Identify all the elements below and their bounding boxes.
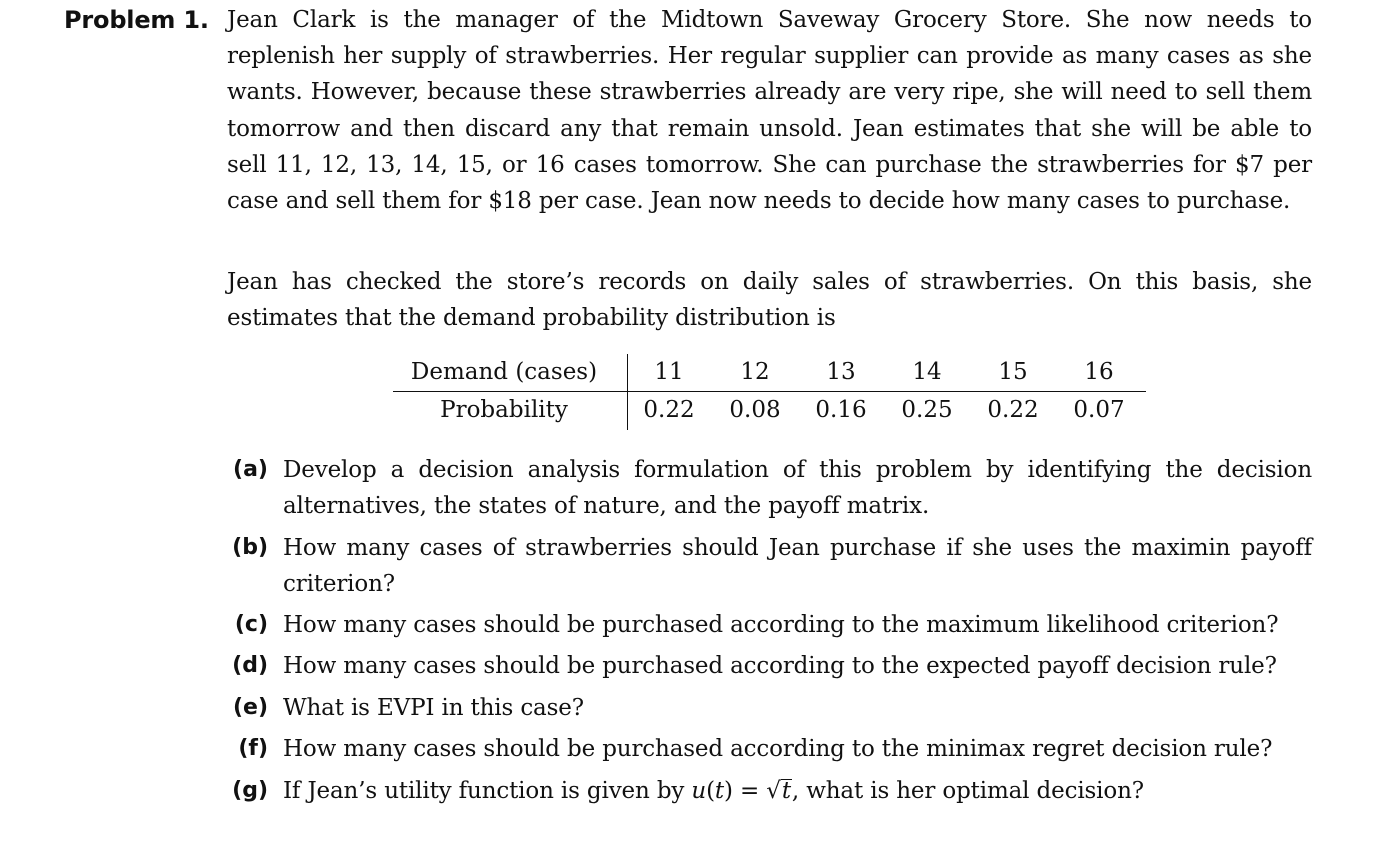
utility-function-name: u [691, 778, 707, 804]
row-label-demand: Demand (cases) [410, 359, 598, 385]
question-text-after: , what is her optimal decision? [791, 778, 1144, 804]
intro-text: Jean Clark is the manager of the Midtown Saveway Grocery Store. She now needs to replenish her supply of strawberries. Her regular supplier can provide as many cases as she wants. However, because these strawberries already are very ripe, she will need to sell them tomorrow and then discard any that remain unsold. Jean estimates that she will be able to sell 11, 12, 13, 14, 15, or 16 cases tomorrow. She can purchase the strawberries for $7 per case and sell them for $18 per case. Jean now needs to decide how many cases to purchase. [227, 7, 1312, 215]
question-letter: (d) [232, 653, 268, 678]
question-letter: (e) [232, 695, 268, 720]
question-letter: (f) [238, 736, 268, 761]
question-text: What is EVPI in this case? [283, 695, 584, 721]
probability-cell: 0.07 [1073, 397, 1125, 423]
probability-cell: 0.16 [815, 397, 867, 423]
problem-label: Problem 1. [64, 6, 209, 34]
distribution-paragraph [227, 264, 1312, 336]
demand-cell: 13 [826, 359, 856, 385]
question-text: How many cases should be purchased according to the minimax regret decision rule? [283, 736, 1273, 762]
question-text: If Jean’s utility function is given by u(t) = √t, what is her optimal decision? [283, 778, 1144, 804]
probability-cell: 0.22 [643, 397, 695, 423]
table-row-demand [393, 354, 1146, 391]
question-text: How many cases of strawberries should Jean purchase if she uses the maximin payoff criterion? [283, 535, 1312, 598]
demand-cell: 12 [740, 359, 770, 385]
table-row-probability [393, 392, 1146, 429]
demand-cell: 15 [998, 359, 1028, 385]
square-root-argument: t [781, 778, 791, 804]
square-root-expression: √t [766, 778, 791, 804]
question-text: Develop a decision analysis formulation of this problem by identifying the decision alternatives, the states of nature, and the payoff matrix. [283, 457, 1312, 520]
problem-intro-paragraph [227, 2, 1312, 219]
equals-sign: = [732, 778, 767, 804]
demand-cell: 14 [912, 359, 942, 385]
question-letter: (g) [232, 778, 268, 803]
question-letter: (a) [233, 457, 268, 482]
question-text: How many cases should be purchased according to the expected payoff decision rule? [283, 653, 1277, 679]
question-letter: (c) [234, 612, 268, 637]
question-text: How many cases should be purchased according to the maximum likelihood criterion? [283, 612, 1279, 638]
question-text-before: If Jean’s utility function is given by [283, 778, 692, 804]
demand-cell: 16 [1084, 359, 1114, 385]
probability-cell: 0.22 [987, 397, 1039, 423]
demand-probability-table [393, 354, 1146, 430]
probability-cell: 0.25 [901, 397, 953, 423]
demand-cell: 11 [654, 359, 684, 385]
question-letter: (b) [232, 535, 268, 560]
probability-cell: 0.08 [729, 397, 781, 423]
utility-function-arg: t [714, 778, 725, 804]
row-label-probability: Probability [440, 397, 568, 423]
distribution-text: Jean has checked the store’s records on daily sales of strawberries. On this basis, she estimates that the demand probability distribution is [227, 269, 1312, 332]
